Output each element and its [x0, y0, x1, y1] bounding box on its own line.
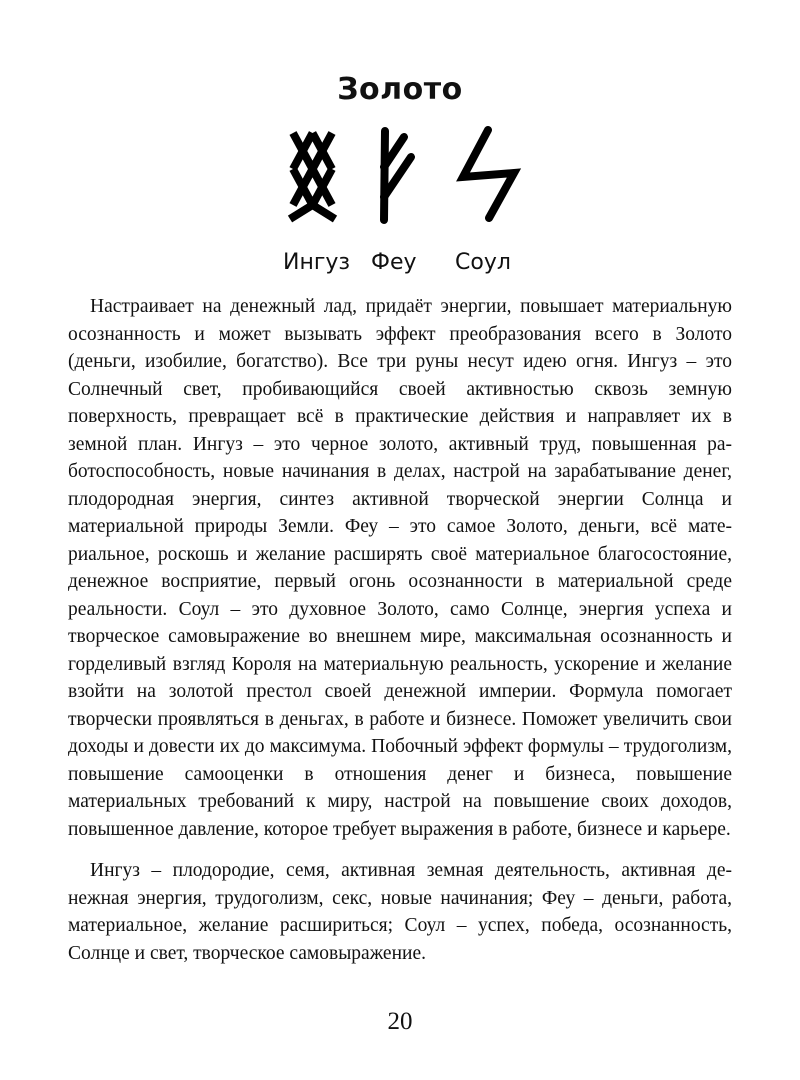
rune-name-row: [0, 250, 800, 284]
rune-name-inguz: Ингуз: [283, 250, 351, 275]
feu-rune-icon: [384, 131, 411, 220]
page-title: Золото: [337, 72, 463, 107]
paragraph-description: Настраивает на денежный лад, придаёт энергии, повышает материальную осознанность и может вызывать эффект преобразования всего в Золото (деньги, изобилие, богатство). Все три руны несут идею огня. Ингуз – это Солнечный свет, пробивающийся своей активностью сквозь земную поверхность, превращает всё в практические действия и направляет их в земной план. Ингуз – это черное золото, активный труд, повышенная работоспособность, новые начинания в делах, настрой на зарабатывание денег, плодородная энергия, синтез активной творческой энергии Солнца и материальной природы Земли. Феу – это самое Золото, деньги, всё материальное, роскошь и желание расширять своё материальное благосостояние, денежное восприятие, первый огонь осознанности в материальной среде реальности. Соул – это духовное Золото, само Солнце, энергия успеха и творческое самовыражение во внешнем мире, максимальная осознанность и горделивый взгляд Короля на материальную реальность, ускорение и желание взойти на золотой престол своей денежной империи. Формула помогает творчески проявляться в деньгах, в работе и бизнесе. Поможет увеличить свои доходы и довести их до максимума. Побочный эффект формулы – трудоголизм, повышение самооценки в отношения денег и бизнеса, повышение материальных требований к миру, настрой на повышение своих доходов, повышенное давление, которое требует выражения в работе, бизнесе и карьере.: [68, 296, 732, 840]
paragraph-summary: Ингуз – плодородие, семя, активная земная деятельность, активная денежная энергия, трудоголизм, секс, новые начинания; Феу – деньги, работа, материальное, желание расшириться; Соул – успех, победа, осознанность, Солнце и свет, творческое самовыражение.: [68, 860, 732, 964]
rune-formula: [0, 125, 800, 225]
soul-rune-icon: [463, 130, 514, 218]
inguz-rune-icon: [290, 133, 335, 219]
page-number: 20: [387, 1008, 413, 1035]
body-text: [68, 293, 732, 967]
rune-name-feu: Феу: [371, 250, 417, 275]
rune-name-soul: Соул: [455, 250, 511, 275]
